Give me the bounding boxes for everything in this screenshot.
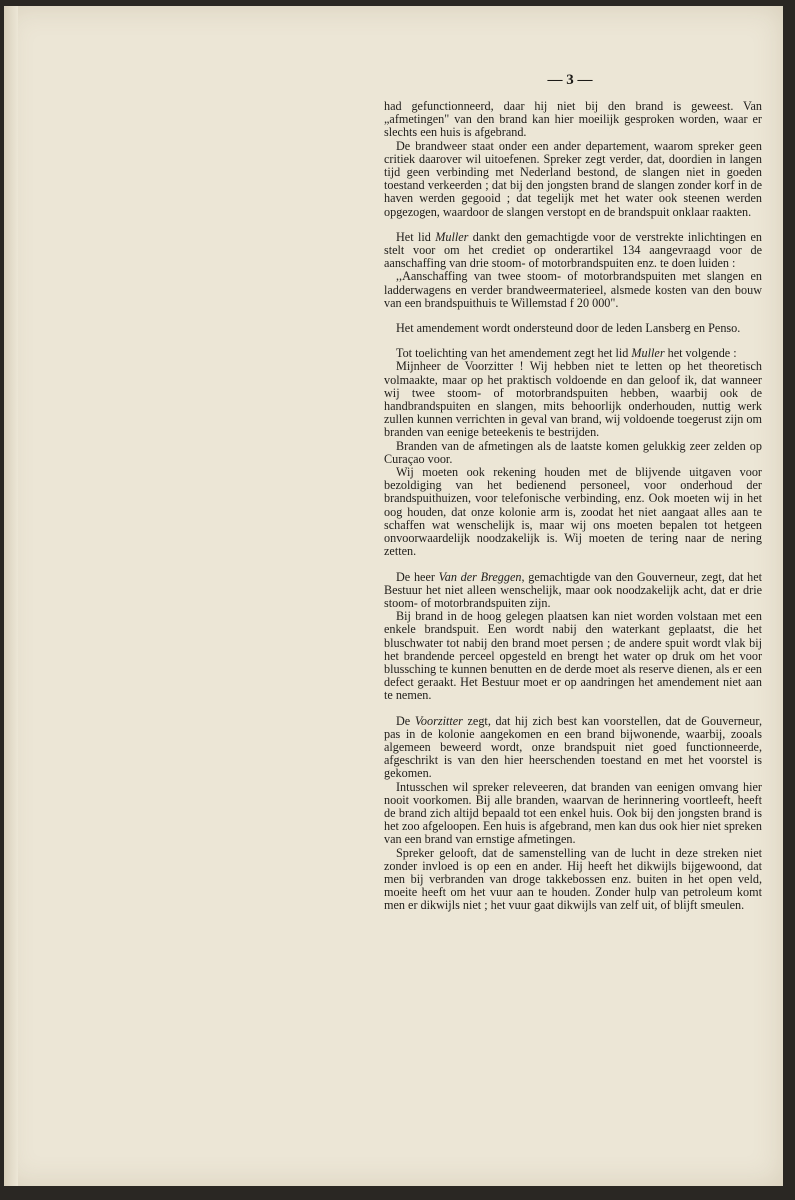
- paragraph: Spreker gelooft, dat de samenstelling van de lucht in deze streken niet zonder invloed is op een en ander. Hij heeft het dikwijls bijgewoond, dat men bij verbranden van droge takkebossen enz. buiten in het open veld, moeite heeft om het vuur aan te houden. Zonder hulp van petroleum komt men er dikwijls niet ; het vuur gaat dikwijls van zelf uit, of blijft smeulen.: [384, 845, 762, 913]
- speaker-name: Van der Breggen,: [438, 569, 525, 584]
- paragraph-rest: het volgende :: [664, 346, 737, 361]
- paragraph: Intusschen wil spreker releveeren, dat branden van eenigen omvang hier nooit voorkomen. Bij alle branden, waarvan de herinnering voortleeft, heeft de brand zich altijd bepaald tot een enkel huis. Ook bij den jongsten brand is het zoo afgeloopen. Een huis is afgebrand, men kan dus ook hier niet spreken van een brand van ernstige afmetingen.: [384, 779, 762, 847]
- speaker-name: Muller: [631, 346, 665, 361]
- paragraph-lead: Tot toelichting van het amendement zegt het lid: [396, 346, 632, 361]
- paragraph: Het amendement wordt ondersteund door de leden Lansberg en Penso.: [396, 321, 741, 336]
- paragraph-rest: gemachtigde van den Gouverneur, zegt, dat het Bestuur het niet alleen wenschelijk, maar ook noodzakelijk acht, dat er drie stoom- of motorbrandspuiten zijn.: [384, 569, 762, 610]
- paragraph-rest: zegt, dat hij zich best kan voorstellen, dat de Gouverneur, pas in de kolonie aangekomen en een brand bijwonende, waarbij, zooals algemeen beweerd wordt, onze brandspuit niet goed functionneerde, afgeschrikt is van den hier heerschenden toestand en met het voorstel is gekomen.: [384, 713, 762, 781]
- page-fold-shadow: [4, 6, 18, 1186]
- paragraph: Bij brand in de hoog gelegen plaatsen kan niet worden volstaan met een enkele brandspuit. Een wordt nabij den waterkant geplaatst, die het bluschwater tot nabij den brand moet persen ; de andere spuit wordt vlak bij het brandende perceel opgesteld en brengt het water op druk om het voor blussching te kunnen benutten en de derde moet als reserve dienen, als er een defect geraakt. Het Bestuur moet er op aandringen het amendement niet aan te nemen.: [384, 609, 762, 703]
- speaker-name: Voorzitter: [414, 713, 463, 728]
- paragraph-lead: De heer: [396, 569, 439, 584]
- paragraph: Branden van de afmetingen als de laatste komen gelukkig zeer zelden op Curaçao voor.: [384, 438, 762, 466]
- paragraph: Mijnheer de Voorzitter ! Wij hebben niet te letten op het theoretisch volmaakte, maar op het praktisch voldoende en dan geloof ik, dat wanneer wij twee stoom- of motorbrandspuiten hebben, waarbij ook de handbrandspuiten en slangen, mits behoorlijk onderhouden, nuttig werk zullen kunnen verrichten in geval van brand, wij voldoende toegerust zijn om branden van eenige beteekenis te bestrijden.: [384, 359, 762, 440]
- text-column: [384, 100, 762, 913]
- paragraph: ,,Aanschaffing van twee stoom- of motorbrandspuiten met slangen en ladderwagens en verder brandweermaterieel, alsmede kosten van den bouw van een brandspuithuis te Willemstad f 20 000".: [384, 269, 762, 310]
- paragraph: [384, 231, 762, 271]
- paragraph-lead: De: [396, 713, 415, 728]
- paragraph: had gefunctionneerd, daar hij niet bij den brand is geweest. Van „afmetingen" van den brand kan hier moeilijk gesproken worden, waar er slechts een huis is afgebrand.: [384, 99, 762, 140]
- paragraph-rest: dankt den gemachtigde voor de verstrekte inlichtingen en stelt voor om het crediet op onderartikel 134 aangevraagd voor de aanschaffing van drie stoom- of motorbrandspuiten enz. te doen luiden :: [384, 229, 762, 271]
- paragraph: [384, 571, 762, 611]
- paragraph: [384, 715, 762, 781]
- paragraph-lead: Het lid: [396, 229, 436, 244]
- paragraph: De brandweer staat onder een ander departement, waarom spreker geen critiek daarover wil uitoefenen. Spreker zegt verder, dat, doordien in langen tijd geen verbinding met Nederland bestond, de slangen niet in goeden toestand verkeerden ; dat bij den jongsten brand de slangen zonder korf in de haven werden gegooid ; dat tegelijk met het water ook steenen werden opgezogen, waardoor de slangen verstopt en de brandspuit onklaar raakten.: [384, 138, 762, 219]
- speaker-name: Muller: [435, 229, 469, 244]
- page-number: — 3 —: [547, 72, 593, 88]
- paragraph: Wij moeten ook rekening houden met de blijvende uitgaven voor bezoldiging van het bedienend personeel, voor onderhoud der brandspuithuizen, voor telefonische verbinding, enz. Ook moeten wij in het oog houden, dat onze kolonie arm is, zoodat het niet aangaat alles aan te schaffen wat wenschelijk is, maar wij ons moeten bepalen tot hetgeen onvoorwaardelijk noodzakelijk is. Wij moeten de tering naar de nering zetten.: [384, 465, 762, 559]
